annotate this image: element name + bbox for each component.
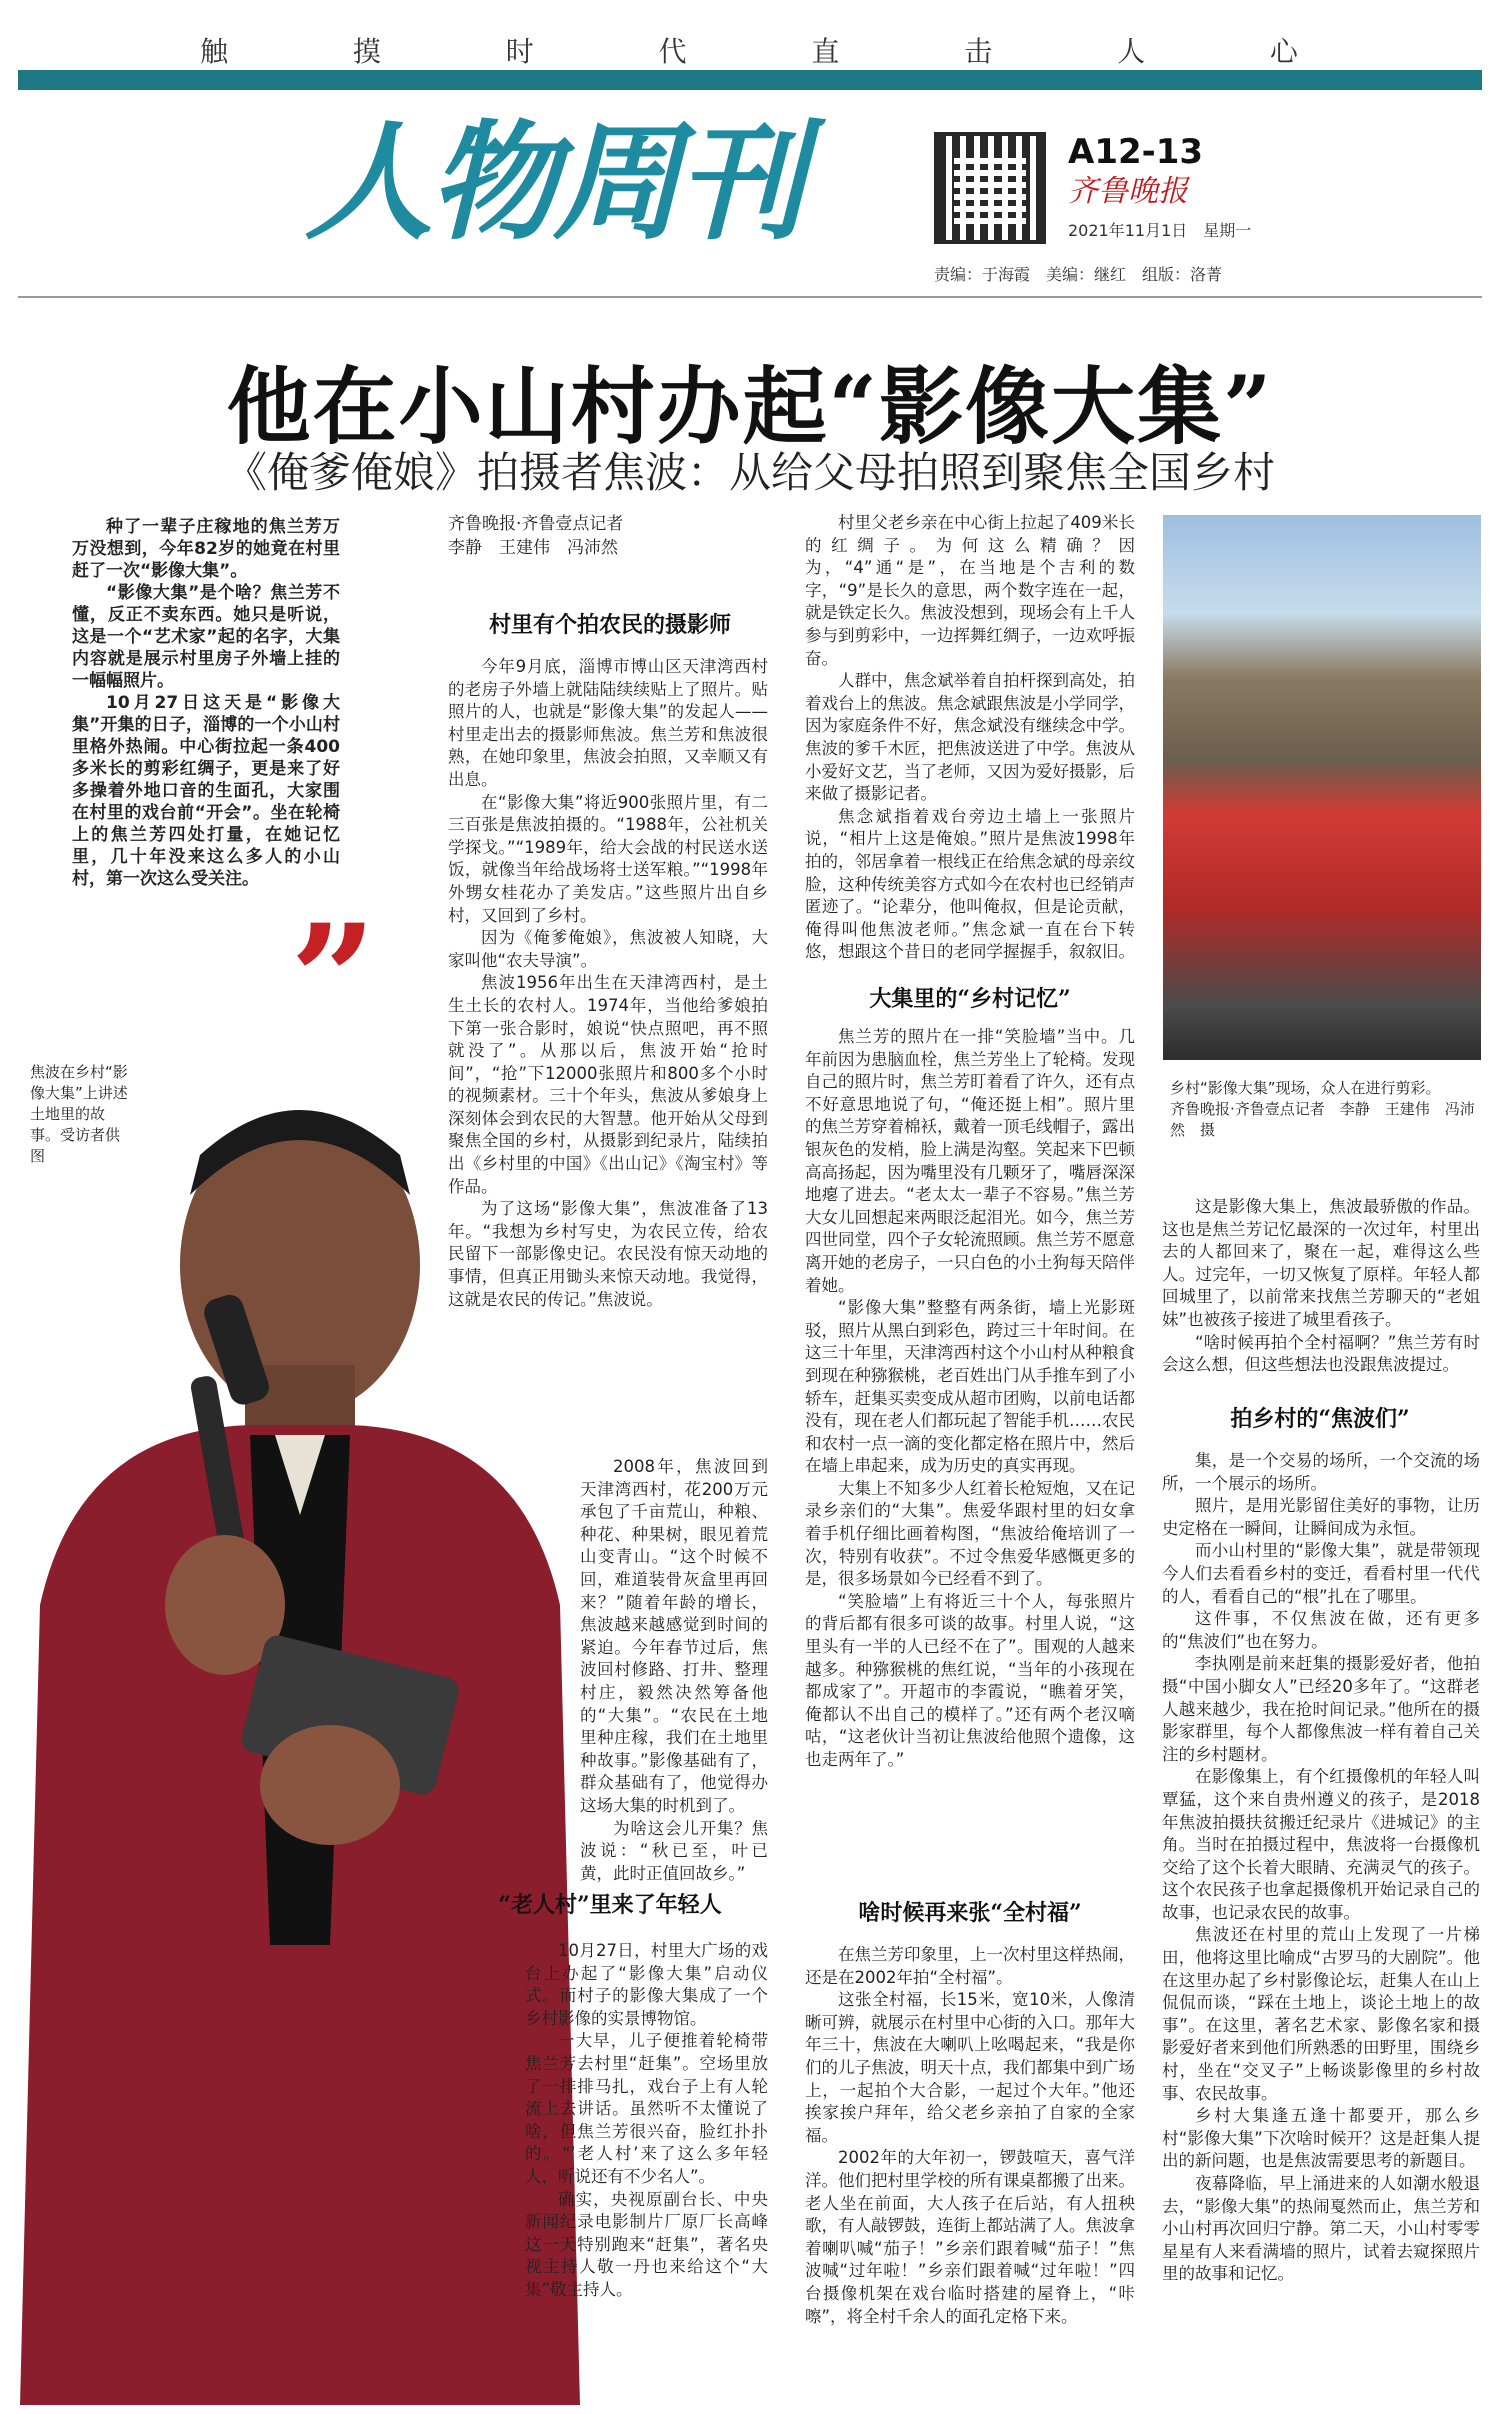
paragraph: 今年9月底，淄博市博山区天津湾西村的老房子外墙上就陆陆续续贴上了照片。贴照片的人，也就是“影像大集”的发起人——村里走出去的摄影师焦波。焦兰芳和焦波很熟，在她印象里，焦波会拍照，又幸顺又有出息。 (448, 657, 768, 789)
editor-credits: 责编：于海霞 美编：继红 组版：洛菁 (934, 265, 1223, 284)
subheadline: 《俺爹俺娘》拍摄者焦波：从给父母拍照到聚焦全国乡村 (224, 448, 1275, 497)
paragraph: 李执刚是前来赶集的摄影爱好者，他拍摄“中国小脚女人”已经20多年了。“这群老人越来越少，我在抢时间记录。”他所在的摄影家群里，每个人都像焦波一样有着自己关注的乡村题材。 (1162, 1654, 1480, 1764)
byline-org: 齐鲁晚报·齐鲁壹点记者 (448, 514, 624, 534)
brand-logo: 齐鲁晚报 (1068, 174, 1188, 209)
paragraph: 这件事，不仅焦波在做，还有更多的“焦波们”也在努力。 (1162, 1609, 1480, 1651)
paragraph: 夜幕降临，早上涌进来的人如潮水般退去，“影像大集”的热闹戛然而止，焦兰芳和小山村再次回归宁静。第二天，小山村零零星星有人来看满墙的照片，试着去窥探照片里的故事和记忆。 (1162, 2174, 1480, 2284)
paragraph: 10月27日，村里大广场的戏台上办起了“影像大集”启动仪式。而村子的影像大集成了一个乡村影像的实景博物馆。 (525, 1941, 768, 2028)
paragraph: 在影像集上，有个红摄像机的年轻人叫覃猛，这个来自贵州遵义的孩子，是2018年焦波拍摄扶贫搬迁纪录片《进城记》的主角。当时在拍摄过程中，焦波将一台摄像机交给了这个长着大眼睛、充满灵气的孩子。这个农民孩子也拿起摄像机开始记录自己的故事，也记录农民的故事。 (1162, 1767, 1480, 1922)
header-bar (18, 70, 1482, 90)
paragraph: 为啥这会儿开集？焦波说：“秋已至，叶已黄，此时正值回故乡。” (580, 1818, 768, 1883)
section-title: 啥时候再来张“全村福” (858, 1900, 1082, 1926)
quote-mark-icon: ” (290, 892, 377, 1068)
paragraph: 集，是一个交易的场所，一个交流的场所，一个展示的场所。 (1162, 1451, 1480, 1493)
qr-code-icon[interactable] (934, 132, 1046, 244)
paragraph: 这是影像大集上，焦波最骄傲的作品。这也是焦兰芳记忆最深的一次过年，村里出去的人都回来了，聚在一起，难得这么些人。过完年，一切又恢复了原样。年轻人都回城里了，以前常来找焦兰芳聊天的“老姐妹”也被孩子接进了城里看孩子。 (1162, 1197, 1480, 1329)
section-5-text (1162, 1450, 1480, 2406)
lead-column (72, 516, 340, 890)
paragraph: 人群中，焦念斌举着自拍杆探到高处，拍着戏台上的焦波。焦念斌跟焦波是小学同学，因为家庭条件不好，焦念斌没有继续念中学。焦波的爹千木匠，把焦波送进了中学。焦波从小爱好文艺，当了老师，又因为爱好摄影，后来做了摄影记者。 (805, 671, 1135, 804)
section-title: 大集里的“乡村记忆” (869, 986, 1071, 1012)
paragraph: “啥时候再拍个全村福啊？”焦兰芳有时会这么想，但这些想法也没跟焦波提过。 (1162, 1332, 1480, 1375)
slogan-char: 直 (811, 35, 842, 68)
paragraph: 2008年，焦波回到天津湾西村，花200万元承包了千亩荒山，种粮、种花、种果树，眼见着荒山变青山。“这个时候不回，难道装骨灰盒里再回来？”随着年龄的增长，焦波越来越感觉到时间的紧迫。今年春节过后，焦波回村修路、打井、整理村庄，毅然决然筹备他的“大集”。“农民在土地里种庄稼，我们在土地里种故事。”影像基础有了，群众基础有了，他觉得办这场大集的时机到了。 (580, 1457, 768, 1815)
paragraph: 这张全村福，长15米，宽10米，人像清晰可辨，就展示在村里中心街的入口。那年大年三十，焦波在大喇叭上吆喝起来，“我是你们的儿子焦波，明天十点，我们都集中到广场上，一起拍个大合影，一起过个大年。”他还挨家挨户拜年，给父老乡亲拍了自家的全家福。 (805, 1990, 1135, 2145)
byline-names: 李静 王建伟 冯沛然 (448, 538, 618, 558)
lead-paragraph: 10月27日这天是“影像大集”开集的日子，淄博的一个小山村里格外热闹。中心街拉起一条400多米长的剪彩红绸子，更是来了好多操着外地口音的生面孔，大家围在村里的戏台前“开会”。坐在轮椅上的焦兰芳四处打量，在她记忆里，几十年没来这么多人的小山村，第一次这么受关注。 (72, 693, 340, 889)
paragraph: 为了这场“影像大集”，焦波准备了13年。“我想为乡村写史，为农民立传，给农民留下一部影像史记。农民没有惊天动地的事情，但真正用锄头来惊天动地。我觉得，这就是农民的传记。”焦波说。 (448, 1199, 768, 1309)
slogan (200, 30, 1300, 70)
paragraph: 在焦兰芳印象里，上一次村里这样热闹，还是在2002年拍“全村福”。 (805, 1945, 1135, 1987)
section-3-text (805, 1026, 1135, 1882)
paragraph: “笑脸墙”上有将近三十个人，每张照片的背后都有很多可谈的故事。村里人说，“这里头有一半的人已经不在了”。围观的人越来越多。种猕猴桃的焦红说，“当年的小孩现在都成家了”。开超市的李霞说，“瞧着牙笑，俺都认不出自己的模样了。”还有两个老汉嘀咕，“这老伙计当初让焦波给他照个遗像，这也走两年了。” (805, 1591, 1135, 1769)
portrait-caption: 焦波在乡村“影像大集”上讲述土地里的故事。受访者供图 (30, 1063, 128, 1165)
section-4-text (805, 1944, 1135, 2406)
paragraph: 在“影像大集”将近900张照片里，有二三百张是焦波拍摄的。“1988年，公社机关学探戈。”“1989年，给大会战的村民送水送饭，就像当年给战场将士送军粮。”“1998年外甥女桂花办了美发店。”这些照片出自乡村，又回到了乡村。 (448, 792, 768, 925)
section-4-text-cont (1162, 1196, 1480, 1376)
slogan-char: 人 (1117, 35, 1148, 68)
slogan-char: 心 (1269, 35, 1300, 68)
paragraph: “影像大集”整整有两条街，墙上光影斑驳，照片从黑白到彩色，跨过三十年时间。在这三十年里，天津湾西村这个小山村从种粮食到现在种猕猴桃，老百姓出门从手推车到了小轿车，赶集买卖变成从超市团购，以前电话都没有，现在老人们都玩起了智能手机……农民和农村一点一滴的变化都定格在照片中，然后在墙上串起来，成为历史的真实再现。 (805, 1298, 1135, 1476)
byline (448, 512, 788, 560)
paragraph: 焦念斌指着戏台旁边土墙上一张照片说，“相片上这是俺娘。”照片是焦波1998年拍的，邻居拿着一根线正在给焦念斌的母亲纹脸，这种传统美容方式如今在农村也已经销声匿迹了。“论辈分，他叫俺叔，但是论贡献，俺得叫他焦波老师。”焦念斌一直在台下转悠，想跟这个昔日的老同学握握手，叙叙旧。 (805, 806, 1135, 962)
paragraph: 村里父老乡亲在中心街上拉起了409米长的红绸子。为何这么精确？因为，“4”通“是”，在当地是个吉利的数字，“9”是长久的意思，两个数字连在一起，就是铁定长久。焦波没想到，现场会有上千人参与到剪彩中，一边挥舞红绸子，一边欢呼振奋。 (805, 513, 1135, 668)
paragraph: 因为《俺爹俺娘》，焦波被人知晓，大家叫他“农夫导演”。 (448, 928, 768, 970)
village-photo (1163, 515, 1481, 1060)
headline: 他在小山村办起“影像大集” (226, 357, 1274, 456)
section-title: “老人村”里来了年轻人 (498, 1892, 722, 1918)
lead-paragraph: 种了一辈子庄稼地的焦兰芳万万没想到，今年82岁的她竟在村里赶了一次“影像大集”。 (72, 517, 340, 581)
section-2-text-cont (805, 512, 1135, 962)
paragraph: 焦波还在村里的荒山上发现了一片梯田，他将这里比喻成“古罗马的大剧院”。他在这里办起了乡村影像论坛，赶集人在山上侃侃而谈，“踩在土地上，谈论土地上的故事”。在这里，著名艺术家、影像名家和摄影爱好者来到他们所熟悉的田野里，围绕乡村，坐在“交叉子”上畅谈影像里的乡村故事、农民故事。 (1162, 1925, 1480, 2103)
paragraph: 一大早，儿子便推着轮椅带焦兰芳去村里“赶集”。空场里放了一排排马扎，戏台子上有人轮流上去讲话。虽然听不太懂说了啥，但焦兰芳很兴奋，脸红扑扑的。“‘老人村’来了这么多年轻人，听说还有不少名人”。 (525, 2031, 768, 2186)
photo-credit: 齐鲁晚报·齐鲁壹点记者 李静 王建伟 冯沛然 摄 (1170, 1100, 1475, 1139)
issue-date: 2021年11月1日 星期一 (1068, 221, 1252, 240)
paragraph: 焦兰芳的照片在一排“笑脸墙”当中。几年前因为患脑血栓，焦兰芳坐上了轮椅。发现自己的照片时，焦兰芳盯着看了许久，还有点不好意思地说了句，“俺还挺上相”。照片里的焦兰芳穿着棉袄，戴着一顶毛线帽子，露出银灰色的发梢，脸上满是沟壑。笑起来下巴顿高高扬起，因为嘴里没有几颗牙了，嘴唇深深地瘪了进去。“老太太一辈子不容易。”焦兰芳大女儿回想起来两眼泛起泪光。如今，焦兰芳四世同堂，四个子女轮流照顾。焦兰芳不愿意离开她的老房子，一只白色的小土狗每天陪伴着她。 (805, 1027, 1135, 1295)
slogan-char: 击 (964, 35, 995, 68)
village-caption (1170, 1078, 1480, 1141)
slogan-char: 触 (200, 35, 231, 68)
section-1-text (448, 656, 768, 1456)
section-title: 拍乡村的“焦波们” (1230, 1406, 1410, 1432)
masthead: 人物周刊 (305, 109, 802, 258)
paragraph: 照片，是用光影留住美好的事物，让历史定格在一瞬间，让瞬间成为永恒。 (1162, 1496, 1480, 1538)
divider (18, 296, 1482, 298)
section-1-text-cont (580, 1456, 768, 1883)
paragraph: 焦波1956年出生在天津湾西村，是土生土长的农村人。1974年，当他给爹娘拍下第一张合影时，娘说“快点照吧，再不照就没了”。从那以后，焦波开始“抢时间”，“抢”下12000张照片和800多个小时的视频素材。三十个年头，焦波从爹娘身上深刻体会到农民的大智慧。他开始从父母到聚焦全国的乡村，从摄影到纪录片，陆续拍出《乡村里的中国》《出山记》《淘宝村》等作品。 (448, 973, 768, 1196)
slogan-char: 摸 (352, 35, 383, 68)
photo-caption: 乡村“影像大集”现场，众人在进行剪彩。 (1170, 1079, 1441, 1097)
slogan-char: 时 (505, 35, 536, 68)
page-number: A12-13 (1068, 132, 1204, 172)
paragraph: 乡村大集逢五逢十都要开，那么乡村“影像大集”下次啥时候开？这是赶集人提出的新问题，也是焦波需要思考的新题目。 (1162, 2106, 1480, 2171)
lead-paragraph: “影像大集”是个啥？焦兰芳不懂，反正不卖东西。她只是听说，这是一个“艺术家”起的名字，大集内容就是展示村里房子外墙上挂的一幅幅照片。 (72, 583, 340, 691)
paragraph: 而小山村里的“影像大集”，就是带领现今人们去看看乡村的变迁，看看村里一代代的人，看看自己的“根”扎在了哪里。 (1162, 1541, 1480, 1606)
paragraph: 确实，央视原副台长、中央新闻纪录电影制片厂原厂长高峰这一天特别跑来“赶集”，著名央视主持人敬一丹也来给这个“大集”敬主持人。 (525, 2189, 768, 2299)
paragraph: 大集上不知多少人红着长枪短炮，又在记录乡亲们的“大集”。焦爱华跟村里的妇女拿着手机仔细比画着构图，“焦波给俺培训了一次，特别有收获”。不过令焦爱华感慨更多的是，很多场景如今已经看不到了。 (805, 1478, 1135, 1589)
slogan-char: 代 (658, 35, 689, 68)
section-title: 村里有个拍农民的摄影师 (488, 612, 731, 638)
paragraph: 2002年的大年初一，锣鼓喧天，喜气洋洋。他们把村里学校的所有课桌都搬了出来。老人坐在前面，大人孩子在后站，有人扭秧歌，有人敲锣鼓，连街上都站满了人。焦波拿着喇叭喊“茄子！”乡亲们跟着喊“茄子！”焦波喊“过年啦！”乡亲们跟着喊“过年啦！”四台摄像机架在戏台临时搭建的屋脊上，“咔嚓”，将全村千余人的面孔定格下来。 (805, 2148, 1135, 2326)
section-2-text (525, 1940, 768, 2406)
